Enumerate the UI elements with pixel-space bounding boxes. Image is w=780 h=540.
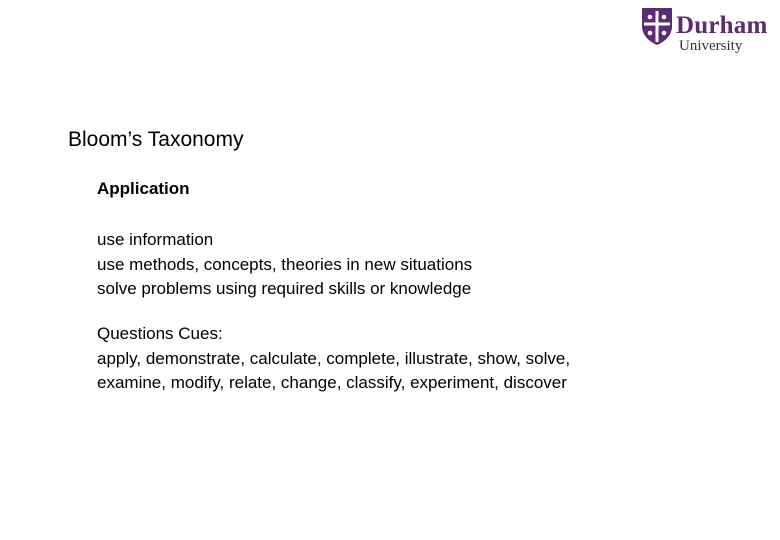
slide-title: Bloom’s Taxonomy bbox=[68, 128, 244, 151]
logo-subtitle: University bbox=[679, 38, 743, 54]
logo-name: Durham bbox=[676, 12, 768, 39]
cues-heading: Questions Cues: bbox=[97, 324, 223, 343]
durham-university-logo bbox=[640, 4, 776, 54]
point-item: solve problems using required skills or knowledge bbox=[97, 279, 472, 298]
section-heading: Application bbox=[97, 179, 190, 198]
application-points bbox=[97, 228, 472, 302]
durham-crest-icon bbox=[640, 6, 674, 46]
point-item: use information bbox=[97, 230, 214, 249]
point-item: use methods, concepts, theories in new situations bbox=[97, 254, 473, 274]
cues-line: apply, demonstrate, calculate, complete, illustrate, show, solve, bbox=[97, 348, 571, 368]
question-cues bbox=[97, 322, 570, 396]
cues-line: examine, modify, relate, change, classify, experiment, discover bbox=[97, 373, 567, 392]
